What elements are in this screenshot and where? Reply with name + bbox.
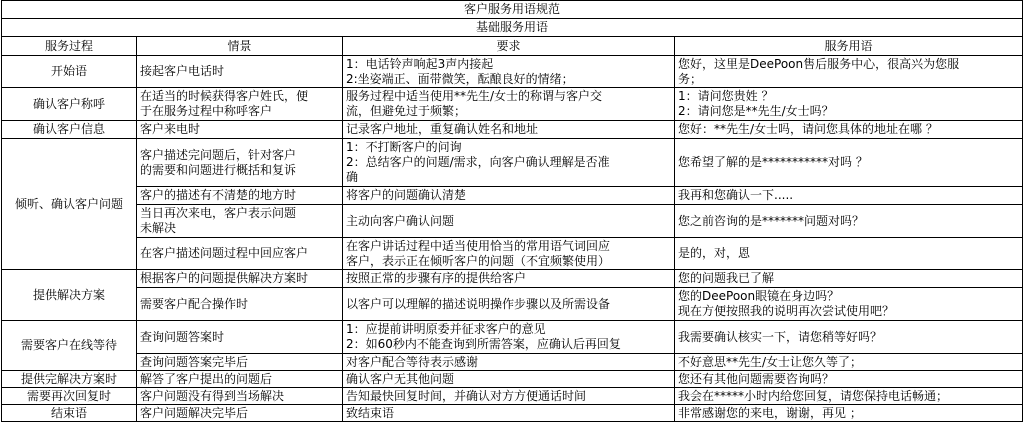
requirement-cell: 主动向客户确认问题 [343, 205, 675, 238]
process-cell: 结束语 [2, 405, 137, 422]
scene-cell: 需要客户配合操作时 [137, 288, 343, 321]
script-line: 现在方便按照我的说明再次尝试使用吧？ [678, 304, 895, 318]
script-cell [675, 88, 1023, 121]
scene-cell: 根据客户的问题提供解决方案时 [137, 270, 343, 288]
script-cell: 您希望了解的是***********对吗 ？ [675, 139, 1023, 187]
table-title: 客户服务用语规范 [2, 1, 1023, 19]
table-row [2, 371, 1023, 388]
script-cell [675, 56, 1023, 88]
script-cell: 您还有其他问题需要咨询吗？ [675, 371, 1023, 388]
script-cell: 不好意思**先生/女士让您久等了； [675, 354, 1023, 371]
requirement-line: 1：电话铃声响起3声内接起 [346, 56, 494, 71]
requirement-line: 客户，表示正在倾听客户的问题（不宜频繁使用） [346, 253, 611, 268]
table-row [2, 354, 1023, 371]
scene-cell: 客户问题没有得到当场解决 [137, 388, 343, 405]
scene-cell [137, 139, 343, 187]
requirement-cell [343, 139, 675, 187]
process-cell: 确认客户称呼 [2, 88, 137, 121]
requirement-line: 2：如60秒内不能查询到所需答案，应确认后再回复 [346, 337, 621, 351]
script-line: 您的DeePoon眼镜在身边吗？ [678, 289, 840, 303]
script-cell: 您好：**先生/女士吗，请问您具体的地址在哪 ？ [675, 121, 1023, 139]
scene-cell: 接起客户电话时 [137, 56, 343, 88]
table-row [2, 321, 1023, 354]
requirement-line: 在客户讲话过程中适当使用恰当的常用语气词回应 [346, 238, 611, 253]
process-cell: 确认客户信息 [2, 121, 137, 139]
table-row [2, 56, 1023, 88]
requirement-line: 服务过程中适当使用**先生/女士的称谓与客户交 [346, 89, 603, 103]
requirement-cell: 将客户的问题确认清楚 [343, 187, 675, 205]
scene-cell: 客户来电时 [137, 121, 343, 139]
service-terms-table [1, 0, 1023, 422]
table-subtitle: 基础服务用语 [2, 19, 1023, 37]
scene-cell [137, 205, 343, 238]
table-row [2, 205, 1023, 238]
script-cell [675, 288, 1023, 321]
table-row [2, 238, 1023, 270]
script-line: 务； [678, 71, 703, 86]
scene-line: 未解决 [140, 221, 177, 235]
requirement-line: 流，但避免过于频繁； [346, 104, 467, 118]
script-cell: 非常感谢您的来电，谢谢，再见 ； [675, 405, 1023, 422]
requirement-line: 确 [346, 170, 359, 184]
requirement-line: 1：应提前讲明原委并征求客户的意见 [346, 322, 546, 336]
requirement-cell [343, 238, 675, 270]
process-cell: 提供解决方案 [2, 270, 137, 321]
scene-line: 客户描述完问题后，针对客户 [140, 147, 297, 162]
table-row [2, 139, 1023, 187]
script-cell: 您的问题我已了解 [675, 270, 1023, 288]
requirement-cell [343, 56, 675, 88]
script-line: 1：请问您贵姓 ？ [678, 89, 774, 103]
script-cell: 我需要确认核实一下，请您稍等好吗？ [675, 321, 1023, 354]
requirement-cell: 确认客户无其他问题 [343, 371, 675, 388]
scene-line: 当日再次来电，客户表示问题 [140, 206, 297, 220]
script-line: 您好，这里是DeePoon售后服务中心，很高兴为您服 [678, 56, 960, 71]
requirement-cell [343, 88, 675, 121]
scene-cell: 解答了客户提出的问题后 [137, 371, 343, 388]
table-row [2, 270, 1023, 288]
requirement-cell: 记录客户地址，重复确认姓名和地址 [343, 121, 675, 139]
scene-cell: 查询问题答案完毕后 [137, 354, 343, 371]
requirement-cell: 对客户配合等待表示感谢 [343, 354, 675, 371]
scene-cell: 在客户描述问题过程中回应客户 [137, 238, 343, 270]
requirement-cell [343, 321, 675, 354]
requirement-cell: 按照正常的步骤有序的提供给客户 [343, 270, 675, 288]
requirement-cell: 致结束语 [343, 405, 675, 422]
script-line: 2：请问您是**先生/女士吗？ [678, 104, 834, 118]
header-process: 服务过程 [2, 37, 137, 56]
requirement-line: 2：总结客户的问题/需求，向客户确认理解是否准 [346, 155, 610, 169]
header-scene: 情景 [137, 37, 343, 56]
header-script: 服务用语 [675, 37, 1023, 56]
table-row [2, 288, 1023, 321]
process-cell: 需要再次回复时 [2, 388, 137, 405]
table-row [2, 388, 1023, 405]
script-cell: 您之前咨询的是*******问题对吗？ [675, 205, 1023, 238]
table-row [2, 405, 1023, 422]
table-row [2, 88, 1023, 121]
scene-line: 于在服务过程中称呼客户 [140, 104, 273, 118]
scene-cell [137, 88, 343, 121]
table-row [2, 187, 1023, 205]
requirement-line: 2:坐姿端正、面带微笑，酝酿良好的情绪； [346, 71, 574, 86]
process-cell: 开始语 [2, 56, 137, 88]
process-cell: 倾听、确认客户问题 [2, 139, 137, 270]
script-cell: 我再和您确认一下..... [675, 187, 1023, 205]
script-cell: 我会在*****小时内给您回复，请您保持电话畅通； [675, 388, 1023, 405]
header-requirement: 要求 [343, 37, 675, 56]
process-cell: 提供完解决方案时 [2, 371, 137, 388]
requirement-line: 1：不打断客户的问询 [346, 140, 462, 154]
table-row [2, 121, 1023, 139]
requirement-cell: 以客户可以理解的描述说明操作步骤以及所需设备 [343, 288, 675, 321]
scene-line: 的需要和问题进行概括和复诉 [140, 162, 297, 177]
process-cell: 需要客户在线等待 [2, 321, 137, 371]
scene-cell: 客户的描述有不清楚的地方时 [137, 187, 343, 205]
scene-cell: 客户问题解决完毕后 [137, 405, 343, 422]
scene-line: 在适当的时候获得客户姓氏，便 [140, 89, 309, 103]
requirement-cell: 告知最快回复时间，并确认对方方便通话时间 [343, 388, 675, 405]
scene-cell: 查询问题答案时 [137, 321, 343, 354]
script-cell: 是的，对，恩 [675, 238, 1023, 270]
